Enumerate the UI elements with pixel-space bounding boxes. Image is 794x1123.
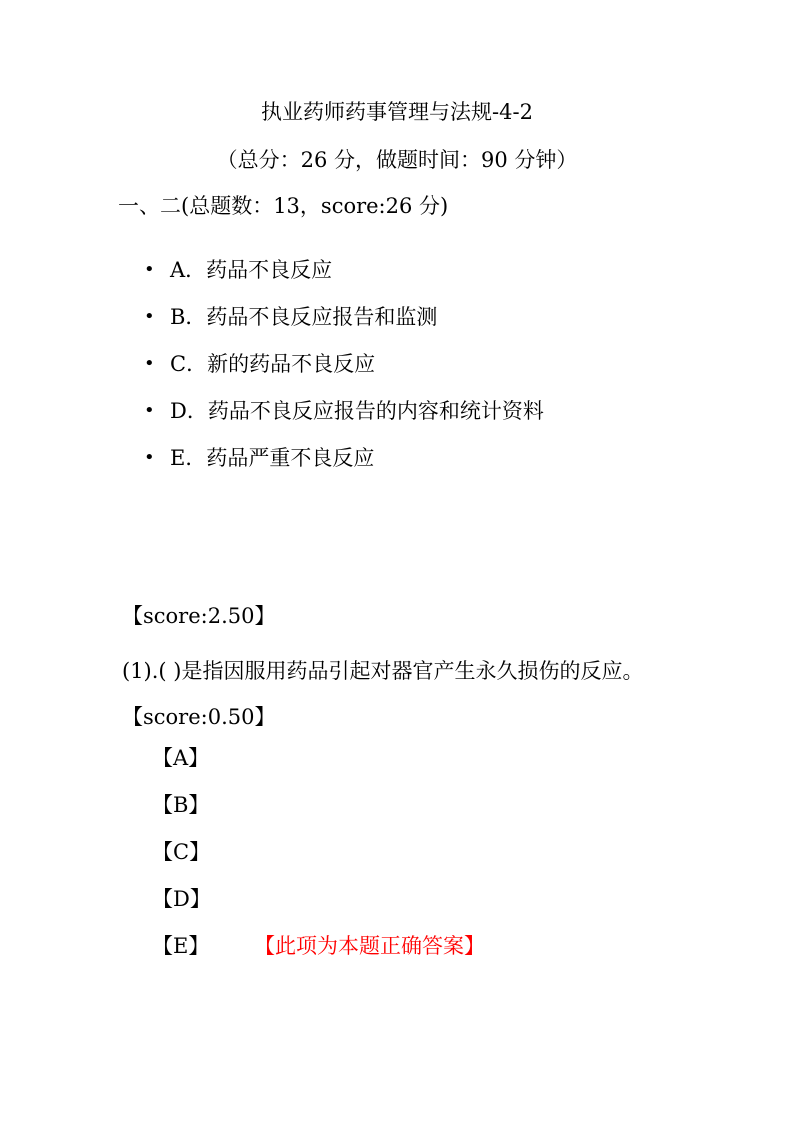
answer-a bbox=[152, 742, 485, 789]
group-score: 【score:2.50】 bbox=[122, 604, 276, 628]
bullet-icon: • bbox=[144, 259, 155, 280]
option-text: D．药品不良反应报告的内容和统计资料 bbox=[170, 399, 544, 423]
shared-options-list bbox=[140, 254, 544, 489]
question-text: (1).( )是指因服用药品引起对器官产生永久损伤的反应。【score:0.50】 bbox=[122, 659, 644, 729]
option-text: E．药品严重不良反应 bbox=[170, 446, 375, 470]
document-subtitle: （总分：26 分，做题时间：90 分钟） bbox=[216, 148, 578, 172]
answer-mark: 【D】 bbox=[152, 887, 211, 911]
bullet-icon: • bbox=[144, 306, 155, 327]
answer-e bbox=[152, 930, 485, 977]
answer-mark: 【A】 bbox=[152, 746, 210, 770]
answer-list bbox=[152, 742, 485, 977]
option-b bbox=[140, 301, 544, 348]
answer-mark: 【B】 bbox=[152, 793, 210, 817]
option-e bbox=[140, 442, 544, 489]
document-title: 执业药师药事管理与法规-4-2 bbox=[261, 100, 533, 124]
answer-mark: 【C】 bbox=[152, 840, 211, 864]
section-heading: 一、二(总题数：13，score:26 分) bbox=[118, 194, 449, 218]
answer-c bbox=[152, 836, 485, 883]
bullet-icon: • bbox=[144, 353, 155, 374]
answer-b bbox=[152, 789, 485, 836]
option-text: A．药品不良反应 bbox=[170, 258, 333, 282]
answer-mark: 【E】 bbox=[152, 934, 210, 958]
correct-answer-note: 【此项为本题正确答案】 bbox=[254, 934, 486, 958]
option-c bbox=[140, 348, 544, 395]
option-a bbox=[140, 254, 544, 301]
answer-d bbox=[152, 883, 485, 930]
option-text: B．药品不良反应报告和监测 bbox=[170, 305, 438, 329]
bullet-icon: • bbox=[144, 447, 155, 468]
option-d bbox=[140, 395, 544, 442]
bullet-icon: • bbox=[144, 400, 155, 421]
option-text: C．新的药品不良反应 bbox=[170, 352, 376, 376]
